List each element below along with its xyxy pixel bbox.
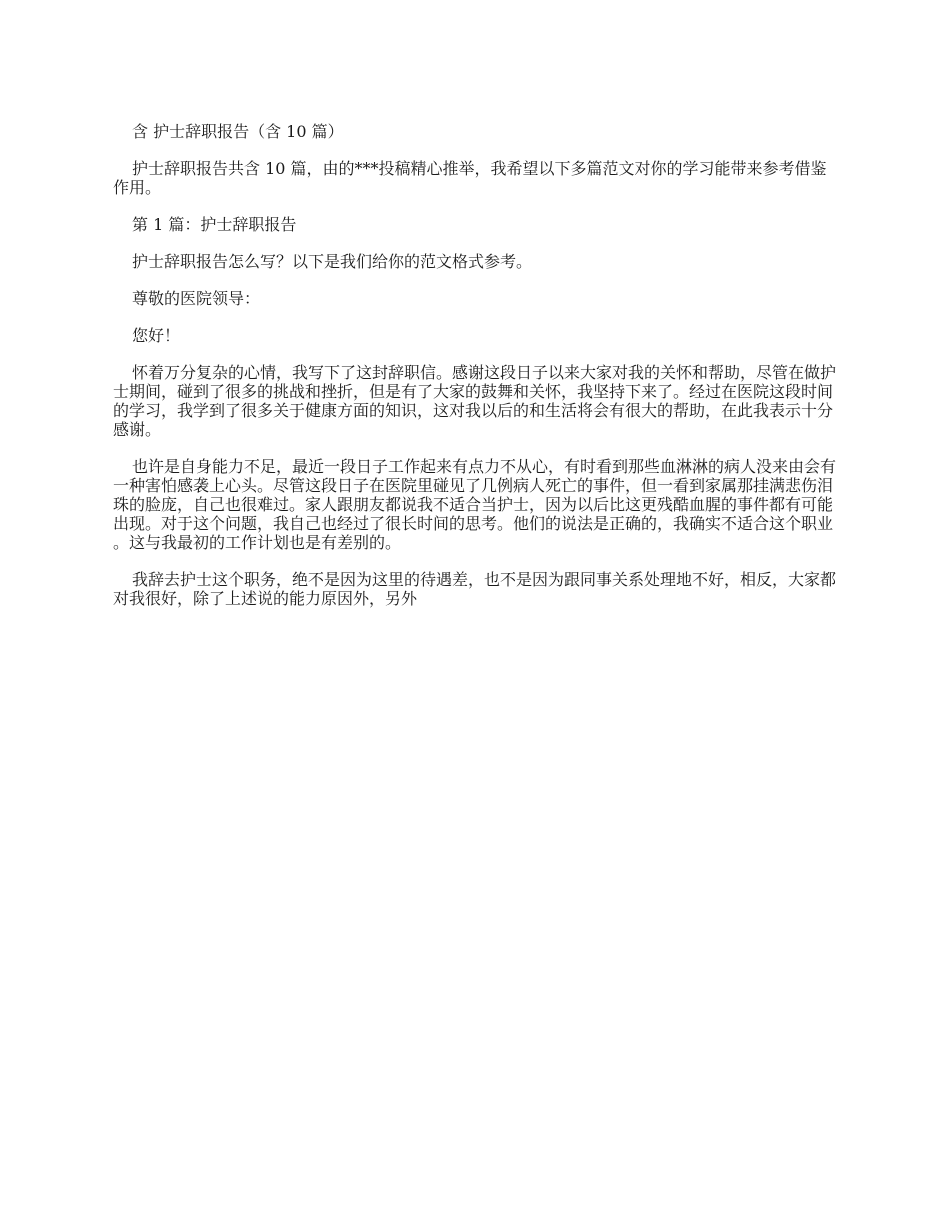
body-paragraph: 也许是自身能力不足，最近一段日子工作起来有点力不从心，有时看到那些血淋淋的病人没来由会有一种害怕感袭上心头。尽管这段日子在医院里碰见了几例病人死亡的事件，但一看到家属那挂满悲伤泪珠的脸庞，自己也很难过。家人跟朋友都说我不适合当护士，因为以后比这更残酷血腥的事件都有可能出现。对于这个问题，我自己也经过了很长时间的思考。他们的说法是正确的，我确实不适合这个职业。这与我最初的工作计划也是有差别的。 <box>113 457 837 552</box>
body-paragraph: 我辞去护士这个职务，绝不是因为这里的待遇差，也不是因为跟同事关系处理地不好，相反，大家都对我很好，除了上述说的能力原因外，另外 <box>113 570 837 608</box>
intro-paragraph: 护士辞职报告共含 10 篇，由的***投稿精心推举，我希望以下多篇范文对你的学习能带来参考借鉴作用。 <box>113 159 827 197</box>
greeting: 您好！ <box>132 326 181 345</box>
section-intro: 护士辞职报告怎么写？以下是我们给你的范文格式参考。 <box>132 252 533 271</box>
document-title: 含 护士辞职报告（含 10 篇） <box>132 122 344 141</box>
document-body <box>113 122 838 626</box>
body-paragraph: 怀着万分复杂的心情，我写下了这封辞职信。感谢这段日子以来大家对我的关怀和帮助，尽管在做护士期间，碰到了很多的挑战和挫折，但是有了大家的鼓舞和关怀，我坚持下来了。经过在医院这段时间的学习，我学到了很多关于健康方面的知识，这对我以后的和生活将会有很大的帮助，在此我表示十分感谢。 <box>113 363 837 439</box>
salutation: 尊敬的医院领导： <box>132 289 261 308</box>
section-heading: 第 1 篇：护士辞职报告 <box>132 215 297 234</box>
